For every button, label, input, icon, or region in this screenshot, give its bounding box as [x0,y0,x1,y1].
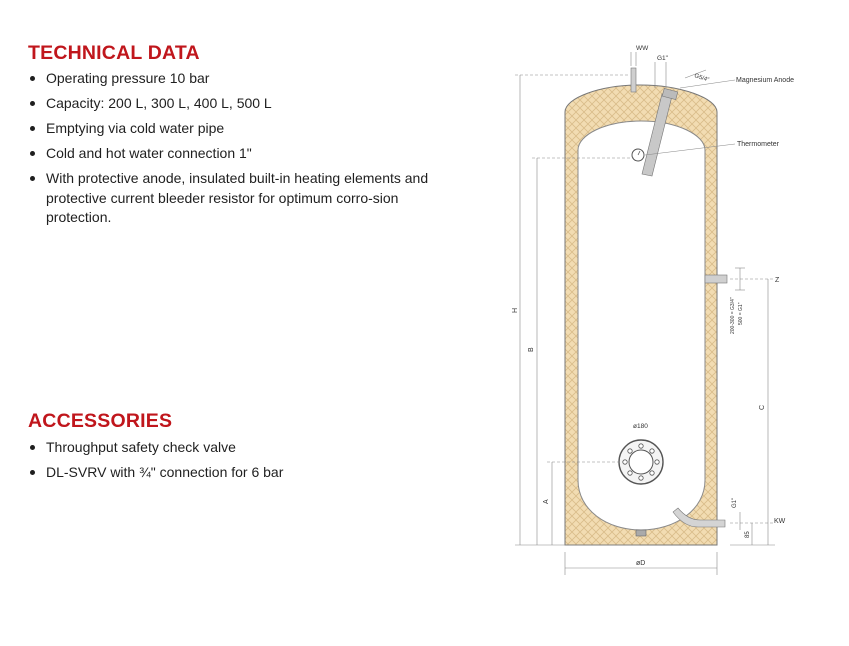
list-item: Capacity: 200 L, 300 L, 400 L, 500 L [28,94,441,114]
label-c: C [759,404,766,410]
label-magnesium-anode: Magnesium Anode [736,77,794,84]
label-a: A [543,499,550,504]
label-g1-bottom: G1" [732,497,738,508]
label-diameter-d: øD [636,560,646,567]
label-h: H [512,307,519,313]
label-b: B [528,347,535,352]
list-item: Cold and hot water connection 1" [28,144,441,164]
list-item: Emptying via cold water pipe [28,119,441,139]
label-side-conn-a: 200-300 = G3/4" [730,297,736,334]
label-z: Z [775,277,780,284]
label-85: 85 [745,531,751,538]
label-kw: KW [774,518,786,525]
list-item: DL-SVRV with ¾" connection for 6 bar [28,463,441,483]
label-thermometer: Thermometer [737,141,780,148]
hot-water-pipe [631,68,636,92]
accessories-title: ACCESSORIES [28,410,173,432]
label-ww: WW [636,45,649,52]
label-side-conn-b: 500 = G1" [738,302,744,325]
list-item: With protective anode, insulated built-in heating elements and protective current bleeder resistor for optimum corro-sion protection. [28,169,441,228]
list-item: Operating pressure 10 bar [28,69,441,89]
label-g1-top: G1" [657,55,668,62]
list-item: Throughput safety check valve [28,438,441,458]
technical-data-title: TECHNICAL DATA [28,42,200,64]
label-g5-4: G5/4" [693,73,710,84]
label-flange-diameter: ø180 [633,423,648,430]
side-connection [705,275,727,283]
